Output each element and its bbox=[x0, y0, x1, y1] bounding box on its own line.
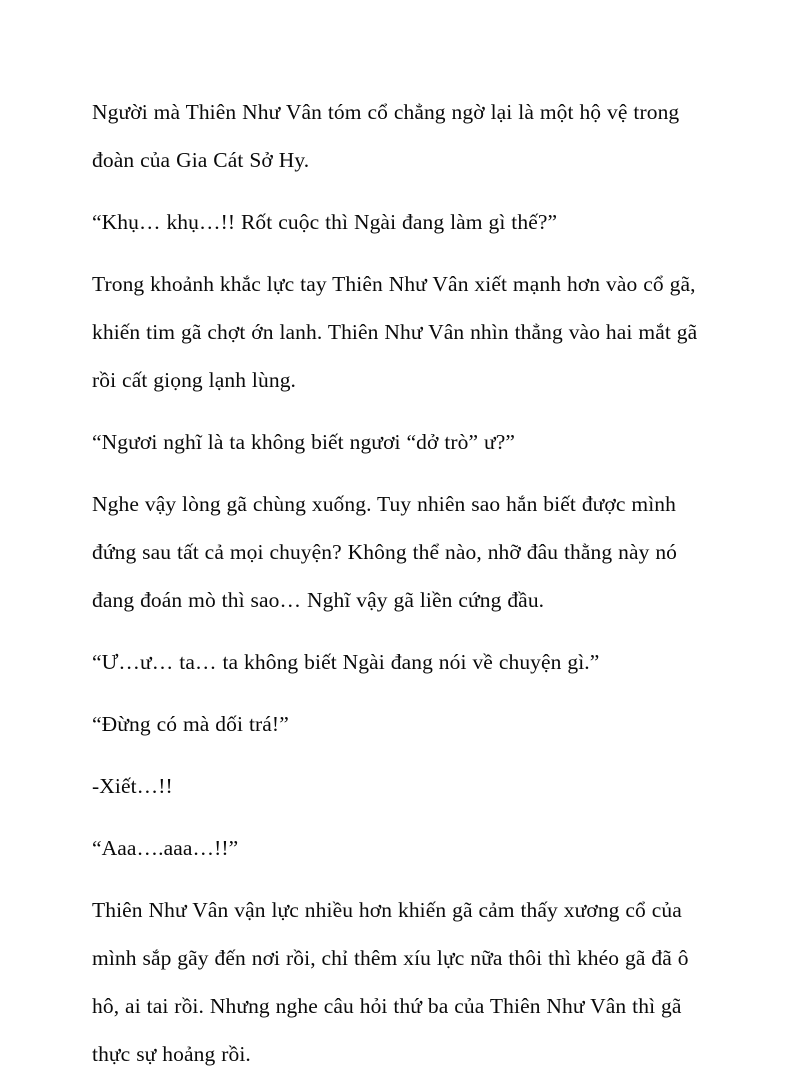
paragraph-narration-1: Người mà Thiên Như Vân tóm cổ chẳng ngờ lại là một hộ vệ trong đoàn của Gia Cát Sở Hy. bbox=[92, 100, 680, 172]
paragraph-dialogue-4: “Đừng có mà dối trá!” bbox=[92, 712, 289, 736]
paragraph-dialogue-2: “Ngươi nghĩ là ta không biết ngươi “dở trò” ư?” bbox=[92, 430, 516, 454]
paragraph-narration-3: Nghe vậy lòng gã chùng xuống. Tuy nhiên sao hắn biết được mình đứng sau tất cả mọi chuyện? Không thể nào, nhỡ đâu thằng này nó đang đoán mò thì sao… Nghĩ vậy gã liền cứng đầu. bbox=[92, 492, 678, 612]
paragraph-narration-4: Thiên Như Vân vận lực nhiều hơn khiến gã cảm thấy xương cổ của mình sắp gãy đến nơi rồi, chỉ thêm xíu lực nữa thôi thì khéo gã đã ô hô, ai tai rồi. Nhưng nghe câu hỏi thứ ba của Thiên Như Vân thì gã thực sự hoảng rồi. bbox=[92, 898, 689, 1066]
document-text-body bbox=[92, 88, 708, 1078]
paragraph-sound-effect: -Xiết…!! bbox=[92, 774, 173, 798]
paragraph-dialogue-3: “Ư…ư… ta… ta không biết Ngài đang nói về chuyện gì.” bbox=[92, 650, 600, 674]
paragraph-dialogue-1: “Khụ… khụ…!! Rốt cuộc thì Ngài đang làm gì thế?” bbox=[92, 210, 558, 234]
paragraph-narration-2: Trong khoảnh khắc lực tay Thiên Như Vân xiết mạnh hơn vào cổ gã, khiến tim gã chợt ớn lanh. Thiên Như Vân nhìn thẳng vào hai mắt gã rồi cất giọng lạnh lùng. bbox=[92, 272, 698, 392]
paragraph-dialogue-5: “Aaa….aaa…!!” bbox=[92, 836, 239, 860]
